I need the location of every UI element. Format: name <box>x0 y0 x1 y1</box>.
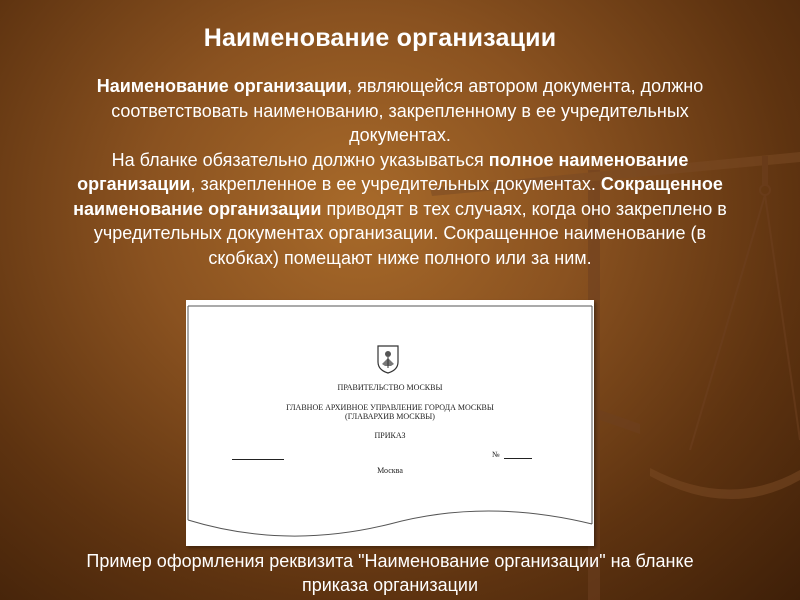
slide-title: Наименование организации <box>203 24 557 52</box>
doc-department-line: ГЛАВНОЕ АРХИВНОЕ УПРАВЛЕНИЕ ГОРОДА МОСКВЫ <box>286 403 494 412</box>
paragraph2-part3: приводят в тех случаях, когда оно закреплено в учредительных документах организации. Сокращенное наименование (в скобках) помещают ниже полного или за ним. <box>93 198 727 268</box>
doc-government-line: ПРАВИТЕЛЬСТВО МОСКВЫ <box>337 383 443 392</box>
paragraph2-part2: , закрепленное в ее учредительных документах. <box>190 174 601 194</box>
doc-number-blank <box>504 458 532 459</box>
doc-date-blank <box>232 458 284 460</box>
paragraph2-bold1: полное наименование организации <box>77 149 689 194</box>
doc-number-sign: № <box>492 450 500 459</box>
paragraph2-part1: На бланке обязательно должно указываться <box>111 149 489 170</box>
document-sample-image <box>186 300 594 546</box>
doc-city-line: Москва <box>377 466 403 475</box>
document-frame-lines <box>186 300 594 546</box>
paragraph1-rest: , являющейся автором документа, должно соответствовать наименованию, закрепленному в ее учредительных документах. <box>111 76 704 145</box>
body-text <box>62 74 738 270</box>
moscow-emblem-icon <box>376 344 400 374</box>
doc-type-line: ПРИКАЗ <box>374 431 406 440</box>
paragraph1-bold-lead: Наименование организации <box>96 76 348 96</box>
image-caption: Пример оформления реквизита "Наименование организации" на бланке приказа организации <box>86 551 694 595</box>
doc-short-name-line: (ГЛАВАРХИВ МОСКВЫ) <box>345 412 435 421</box>
paragraph2-bold2: Сокращенное наименование организации <box>73 174 723 219</box>
